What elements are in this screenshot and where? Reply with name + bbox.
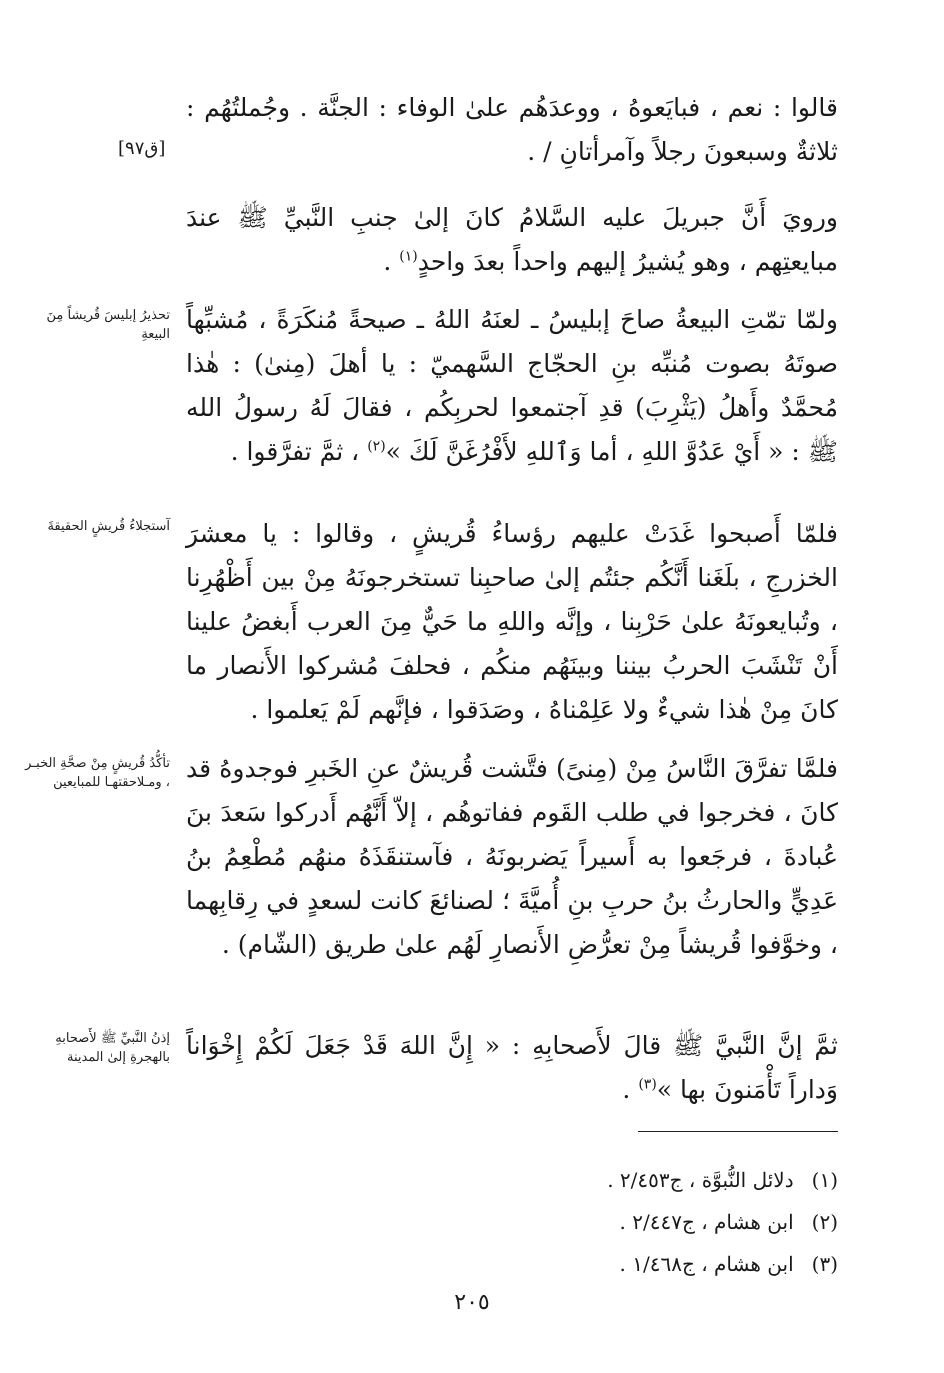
paragraph-4: فلمّا أَصبحوا غَدَتْ عليهم رؤساءُ قُريشٍ ، وقالوا : يا معشرَ الخزرجِ ، بلَغَنا أَنَّكُم جئتُم إلىٰ صاحبِنا تستخرجونَهُ مِنْ بين أَظْهُرِنا ، وتُبايعونَهُ علىٰ حَرْبِنا ، وإنَّه واللهِ ما حَيٌّ مِنَ العرب أَبغضُ علينا أَنْ تَنْشَبَ الحربُ بيننا وبينَهُم منكُم ، فحلفَ مُشركوا الأَنصار ما كانَ مِنْ هٰذا شيءٌ ولا عَلِمْناهُ ، وصَدَقوا ، فإنَّهم لَمْ يَعلموا . — [186, 519, 838, 724]
footnote-text: ابن هشام ، ج١/٤٦٨ . — [619, 1252, 794, 1276]
footnote-ref-1[interactable]: (١) — [399, 248, 418, 265]
footnote-divider — [638, 1131, 838, 1132]
footnote-1 — [420, 1166, 838, 1194]
footnote-3 — [420, 1250, 838, 1278]
footnote-ref-3[interactable]: (٣) — [638, 1076, 657, 1093]
footnote-ref-2[interactable]: (٢) — [367, 438, 386, 455]
footnote-number: (٢) — [811, 1210, 838, 1234]
paragraph-3: ولمّا تمّتِ البيعةُ صاحَ إبليسُ ـ لعنَهُ اللهُ ـ صيحةً مُنكَرَةً ، مُشبِّهاً صوتَهُ بصوت مُنبِّه بنِ الحجّاج السَّهميّ : يا أهلَ (مِنىٰ) : هٰذا مُحمَّدٌ وأَهلُ (يَثْرِبَ) قدِ آجتمعوا لحربِكُم ، فقالَ لَهُ رسولُ الله ﷺ : « أَيْ عَدُوَّ اللهِ ، أما وَٱللهِ لأَفْرُغَنَّ لَكَ »$^{(٢)}$ ، ثمَّ تفرَّقوا . — [186, 305, 838, 466]
paragraph-5: فلمَّا تفرَّقَ النَّاسُ مِنْ (مِنىً) فتَّشت قُريشٌ عنِ الخَبرِ فوجدوهُ قد كانَ ، فخرجوا في طلب القَوم ففاتوهُم ، إلاّ أَنَّهُم أَدركوا سَعدَ بنَ عُبادةَ ، فرجَعوا به أَسيراً يَضربونَهُ ، فآستنقَذَهُ منهُم مُطْعِمُ بنُ عَدِيٍّ والحارثُ بنُ حربِ بنِ أُميَّةَ ؛ لصنائعَ كانت لسعدٍ في رِقابِهما ، وخوَّفوا قُريشاً مِنْ تعرُّضِ الأَنصارِ لَهُم علىٰ طريق (الشّام) . — [186, 754, 838, 959]
side-note-quraysh-confirmation: تأكُّدُ قُريشٍ مِنْ صحَّةِ الخبـر ، ومـلاحقتهـا للمبايعين — [25, 756, 170, 790]
side-note-hijra-permission: إذنُ النَّبيِّ ﷺ لأَصحابهِ بالهجرةِ إلىٰ المدينة — [55, 1031, 170, 1065]
footnote-number: (٣) — [811, 1252, 838, 1276]
footnote-2 — [420, 1208, 838, 1236]
paragraph-6: ثمَّ إنَّ النَّبيَّ ﷺ قالَ لأَصحابِهِ : « إِنَّ اللهَ قَدْ جَعَلَ لَكُمْ إِخْوَاناً وَداراً تَأْمَنونَ بها »$^{(٣)}$ . — [186, 1031, 838, 1104]
paragraph-1: قالوا : نعم ، فبايَعوهُ ، ووعدَهُم علىٰ الوفاء : الجنَّة . وجُملتُهُم : ثلاثةٌ وسبعونَ رجلاً وآمرأتانِ / . — [186, 93, 838, 166]
paragraph-2: ورويَ أَنَّ جبريلَ عليه السَّلامُ كانَ إلىٰ جنبِ النَّبيِّ ﷺ عندَ مبايعتِهم ، وهو يُشيرُ إليهم واحداً بعدَ واحدٍ$^{(١)}$ . — [186, 203, 838, 276]
manuscript-folio-ref: [ق٩٧] — [118, 138, 166, 159]
footnote-text: دلائل النُّبوَّة ، ج٢/٤٥٣ . — [607, 1168, 794, 1192]
side-note-quraysh-inquiry: آستجلاءُ قُريشٍ الحقيقةَ — [47, 519, 170, 534]
side-note-iblis-warning: تحذيرُ إبليسَ قُريشاً مِنَ البيعةِ — [46, 308, 170, 342]
footnote-number: (١) — [811, 1168, 838, 1192]
page-number: ٢٠٥ — [454, 1290, 490, 1315]
footnote-text: ابن هشام ، ج٢/٤٤٧ . — [619, 1210, 794, 1234]
